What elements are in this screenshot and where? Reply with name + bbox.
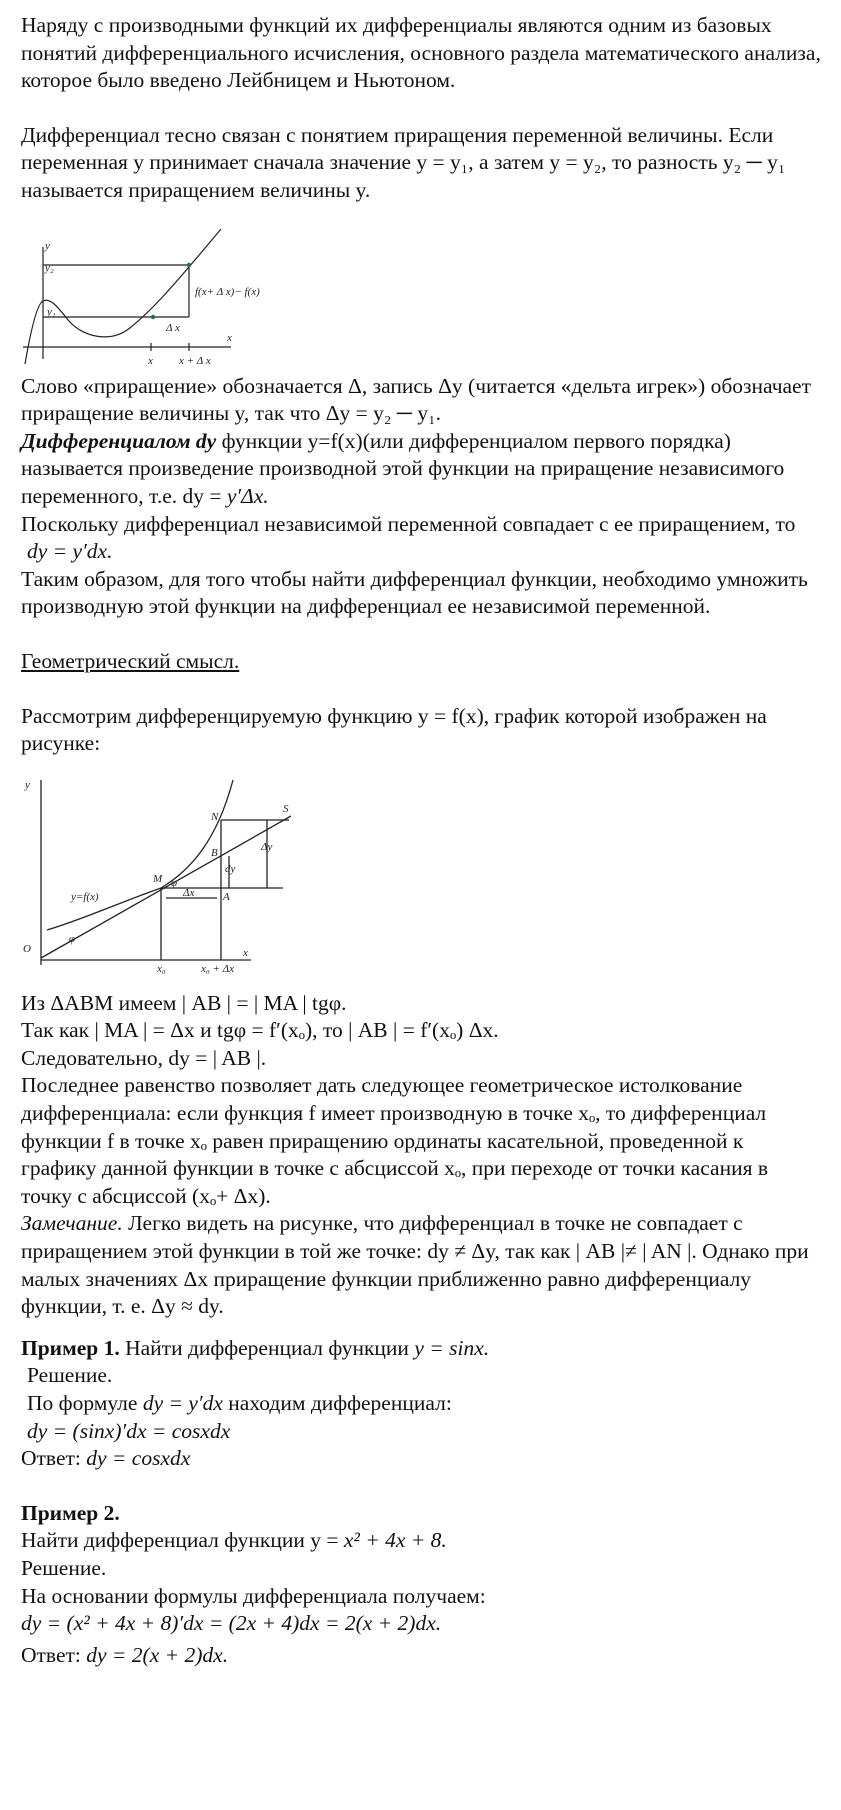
fig2-x0dx: x₀ + Δx [201,962,234,975]
definition-paragraph [21,428,821,511]
increment-figure [21,219,281,369]
geo-line-3: Следовательно, dy = | AB |. [21,1045,267,1070]
independent-paragraph: Поскольку дифференциал независимой переменной совпадает с ее приращением, то [21,511,796,536]
example2-calc: dy = (x² + 4x + 8)′dx = (2x + 4)dx = 2(x + 2)dx. [21,1611,442,1636]
example1-task [21,1335,821,1363]
fig2-B: B [211,846,218,859]
fig2-A: A [223,890,230,903]
fig2-x: x [243,946,248,959]
definition-formula: y′Δx. [226,483,269,508]
example1-task-text: Найти дифференциал функции [119,1335,415,1360]
geometric-figure [21,770,291,980]
differential-formula: dy = y′dx. [27,539,113,564]
example2-answer [21,1642,821,1670]
example2-answer-label: Ответ: [21,1642,81,1667]
example1-calc: dy = (sinx)′dx = cosxdx [27,1418,231,1443]
fig1-label-y1: y₁ [47,305,56,318]
example1-formula: dy = y′dx [142,1391,223,1415]
fig2-y: y [25,778,30,791]
definition-text: функции y=f(x)(или дифференциалом первого порядка) называется произведение производной этой функции на приращение независимого переменного, т.е. dy = [21,428,785,508]
intro-paragraph: Наряду с производными функций их дифференциалы являются одним из базовых понятий дифференциального исчисления, основного раздела математического анализа, которое было введено Лейбницем и Ньютоном. [21,13,821,93]
document-body [21,12,821,1669]
fig2-dy: dy [225,862,236,875]
fig1-label-y2: y₂ [45,261,54,274]
example1-title: Пример 1. [21,1335,120,1360]
fig1-label-y: y [45,239,50,252]
remark-paragraph [21,1210,821,1320]
section-heading: Геометрический смысл. [21,648,240,673]
fig1-tick-x: x [148,354,153,367]
example2-answer-value: dy = 2(x + 2)dx. [80,1642,229,1667]
fig2-S: S [283,802,289,815]
fig2-phi-o: φ [69,932,76,945]
example2-function: x² + 4x + 8. [343,1528,447,1553]
geo-line-1: Из ΔABM имеем | AB | = | MA | tgφ. [21,990,347,1015]
example1-answer-value: dy = cosxdx [80,1446,191,1471]
fig2-Dy: Δy [261,840,273,853]
increment-paragraph: Дифференциал тесно связан с понятием приращения переменной величины. Если переменная y принимает сначала значение y = y₁, а затем y = y₂, то разность y₂ ─ y₁ называется приращением величины y. [21,122,786,202]
fig1-label-increment: f(x+ Δ x)− f(x) [195,285,260,298]
fig2-N: N [211,810,219,823]
example1-formula-a: По формуле [27,1391,143,1415]
fig2-M: M [153,872,163,885]
geo-line-2: Так как | MA | = Δx и tgφ = f′(xₒ), то | AB | = f′(xₒ) Δx. [21,1018,499,1043]
definition-term: Дифференциалом dy [21,428,217,453]
fig2-fx: y=f(x) [71,890,99,903]
example2-task [21,1527,821,1555]
fig1-label-dx: Δ x [166,321,180,334]
remark-label: Замечание. [21,1211,123,1236]
example1-formula-line [21,1390,821,1418]
consider-paragraph: Рассмотрим дифференцируемую функцию y = f(x), график которой изображен на рисунке: [21,703,767,756]
fig1-tick-xdx: x + Δ x [179,354,211,367]
example1-formula-b: находим дифференциал: [222,1391,452,1415]
conclusion-paragraph: Таким образом, для того чтобы найти дифференциал функции, необходимо умножить производную этой функции на дифференциал ее независимой переменной. [21,566,808,619]
example1-solution: Решение. [27,1363,113,1388]
fig2-o: O [23,942,31,955]
delta-paragraph: Слово «приращение» обозначается Δ, запись Δy (читается «дельта игрек») обозначает приращение величины y, так что Δy = y₂ ─ y₁. [21,373,811,426]
example1-answer-label: Ответ: [21,1446,81,1471]
remark-text: Легко видеть на рисунке, что дифференциал в точке не совпадает с приращением этой функции в той же точке: dy ≠ Δy, так как | AB |≠ | AN |. Однако при малых значениях Δx приращение функции приближенно равно дифференциалу функции, т. е. Δy ≈ dy. [21,1211,809,1319]
fig2-phi-m: φ [171,876,178,889]
fig2-Dx: Δx [183,886,195,899]
example2-task-text: Найти дифференциал функции y = [21,1528,344,1553]
fig2-x0: x₀ [157,962,166,975]
example1-answer [21,1445,821,1473]
example2-solution: Решение. [21,1555,107,1580]
example2-title: Пример 2. [21,1500,120,1525]
example1-function: y = sinx. [414,1335,490,1360]
fig1-label-x: x [227,331,232,344]
example2-basis: На основании формулы дифференциала получаем: [21,1583,486,1608]
geo-line-4: Последнее равенство позволяет дать следующее геометрическое истолкование дифференциала: если функция f имеет производную в точке xₒ, то дифференциал функции f в точке xₒ равен приращению ординаты касательной, проведенной к графику данной функции в точке с абсциссой xₒ, при переходе от точки касания в точку с абсциссой (xₒ+ Δx). [21,1073,768,1208]
